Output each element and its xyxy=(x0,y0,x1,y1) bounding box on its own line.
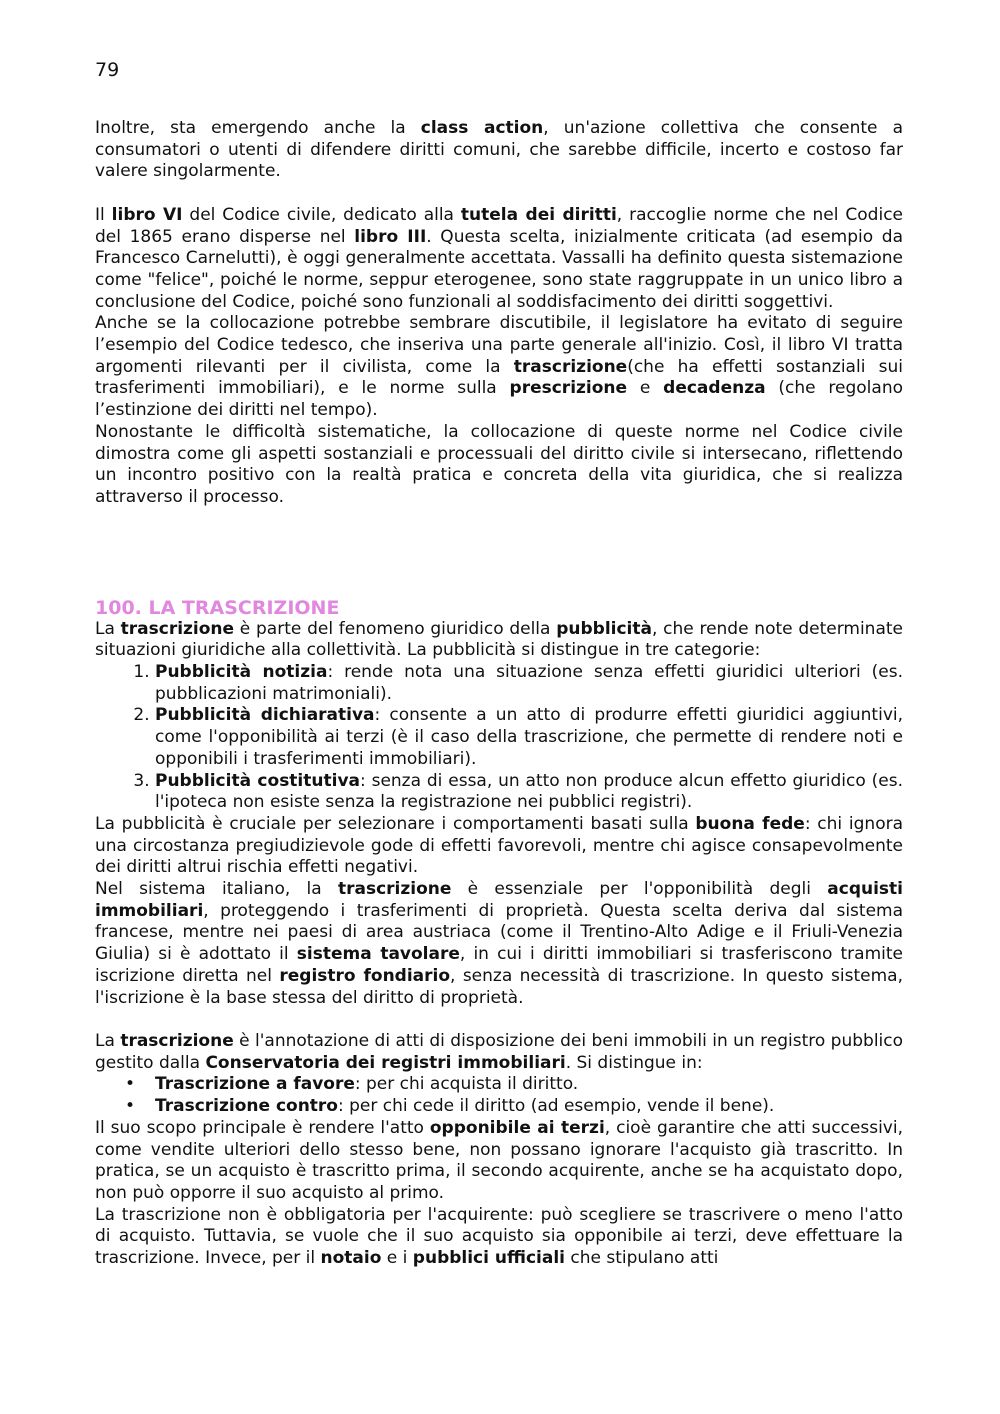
list-item: 3. Pubblicità costitutiva: senza di essa, un atto non produce alcun effetto giuridico (es. l'ipoteca non esiste senza la registrazione nei pubblici registri). xyxy=(155,771,903,814)
paragraph-scopo: Il suo scopo principale è rendere l'atto opponibile ai terzi, cioè garantire che atti successivi, come vendite ulteriori dello stesso bene, non possano ignorare l'acquisto già trascritto. In pratica, se un acquisto è trascritto prima, il secondo acquirente, anche se ha acquistato dopo, non può opporre il suo acquisto al primo. xyxy=(95,1117,903,1203)
categories-list xyxy=(95,662,903,814)
page-number: 79 xyxy=(95,59,120,81)
paragraph-class-action: Inoltre, sta emergendo anche la class action, un'azione collettiva che consente a consumatori o utenti di difendere diritti comuni, che sarebbe difficile, incerto e costoso far valere singolarmente. xyxy=(95,118,903,182)
list-item: 1. Pubblicità notizia: rende nota una situazione senza effetti giuridici ulteriori (es. pubblicazioni matrimoniali). xyxy=(155,662,903,705)
paragraph-definizione: La trascrizione è l'annotazione di atti di disposizione dei beni immobili in un registro pubblico gestito dalla Conservatoria dei registri immobiliari. Si distingue in: xyxy=(95,1030,904,1073)
list-item: • Trascrizione contro: per chi cede il diritto (ad esempio, vende il bene). xyxy=(125,1096,775,1117)
paragraph-libro-vi: Il libro VI del Codice civile, dedicato alla tutela dei diritti, raccoglie norme che nel Codice del 1865 erano disperse nel libro III. Questa scelta, inizialmente criticata (ad esempio da Francesco Carnelutti), è oggi generalmente accettata. Vassalli ha definito questa sistemazione come "felice", poiché le norme, seppur eterogenee, sono state raggruppate in un unico libro a conclusione del Codice, poiché sono funzionali al soddisfacimento dei diritti soggettivi. xyxy=(95,204,904,312)
section-heading: 100. LA TRASCRIZIONE xyxy=(95,596,340,619)
trascrizione-types-list xyxy=(95,1074,903,1117)
paragraph-sistema-italiano: Nel sistema italiano, la trascrizione è essenziale per l'opponibilità degli acquisti immobiliari, proteggendo i trasferimenti di proprietà. Questa scelta deriva dal sistema francese, mentre nei paesi di area austriaca (come il Trentino-Alto Adige e il Friuli-Venezia Giulia) si è adottato il sistema tavolare, in cui i diritti immobiliari si trasferiscono tramite iscrizione diretta nel registro fondiario, senza necessità di trascrizione. In questo sistema, l'iscrizione è la base stessa del diritto di proprietà. xyxy=(95,879,903,1008)
paragraph-collocazione: Anche se la collocazione potrebbe sembrare discutibile, il legislatore ha evitato di seguire l’esempio del Codice tedesco, che inseriva una parte generale all'inizio. Così, il libro VI tratta argomenti rilevanti per il civilista, come la trascrizione(che ha effetti sostanziali sui trasferimenti immobiliari), e le norme sulla prescrizione e decadenza (che regolano l’estinzione dei diritti nel tempo). xyxy=(95,313,903,421)
paragraph-pubblicita: La trascrizione è parte del fenomeno giuridico della pubblicità, che rende note determinate situazioni giuridiche alla collettività. La pubblicità si distingue in tre categorie: xyxy=(95,618,903,661)
list-item: • Trascrizione a favore: per chi acquista il diritto. xyxy=(125,1074,579,1095)
paragraph-obbligo: La trascrizione non è obbligatoria per l'acquirente: può scegliere se trascrivere o meno l'atto di acquisto. Tuttavia, se vuole che il suo acquisto sia opponibile ai terzi, deve effettuare la trascrizione. Invece, per il notaio e i pubblici ufficiali che stipulano atti xyxy=(95,1204,903,1269)
document-body xyxy=(95,118,903,1270)
paragraph-difficolta: Nonostante le difficoltà sistematiche, la collocazione di queste norme nel Codice civile dimostra come gli aspetti sostanziali e processuali del diritto civile si intersecano, riflettendo un incontro positivo con la realtà pratica e concreta della vita giuridica, che si realizza attraverso il processo. xyxy=(95,421,903,507)
bullet-icon: • xyxy=(125,1074,136,1095)
bullet-icon: • xyxy=(125,1096,136,1117)
list-item: 2. Pubblicità dichiarativa: consente a un atto di produrre effetti giuridici aggiuntivi, come l'opponibilità ai terzi (è il caso della trascrizione, che permette di rendere noti e opponibili i trasferimenti immobiliari). xyxy=(155,705,903,770)
paragraph-buona-fede: La pubblicità è cruciale per selezionare i comportamenti basati sulla buona fede: chi ignora una circostanza pregiudizievole gode di effetti favorevoli, mentre chi agisce consapevolmente dei diritti altrui rischia effetti negativi. xyxy=(95,813,903,878)
